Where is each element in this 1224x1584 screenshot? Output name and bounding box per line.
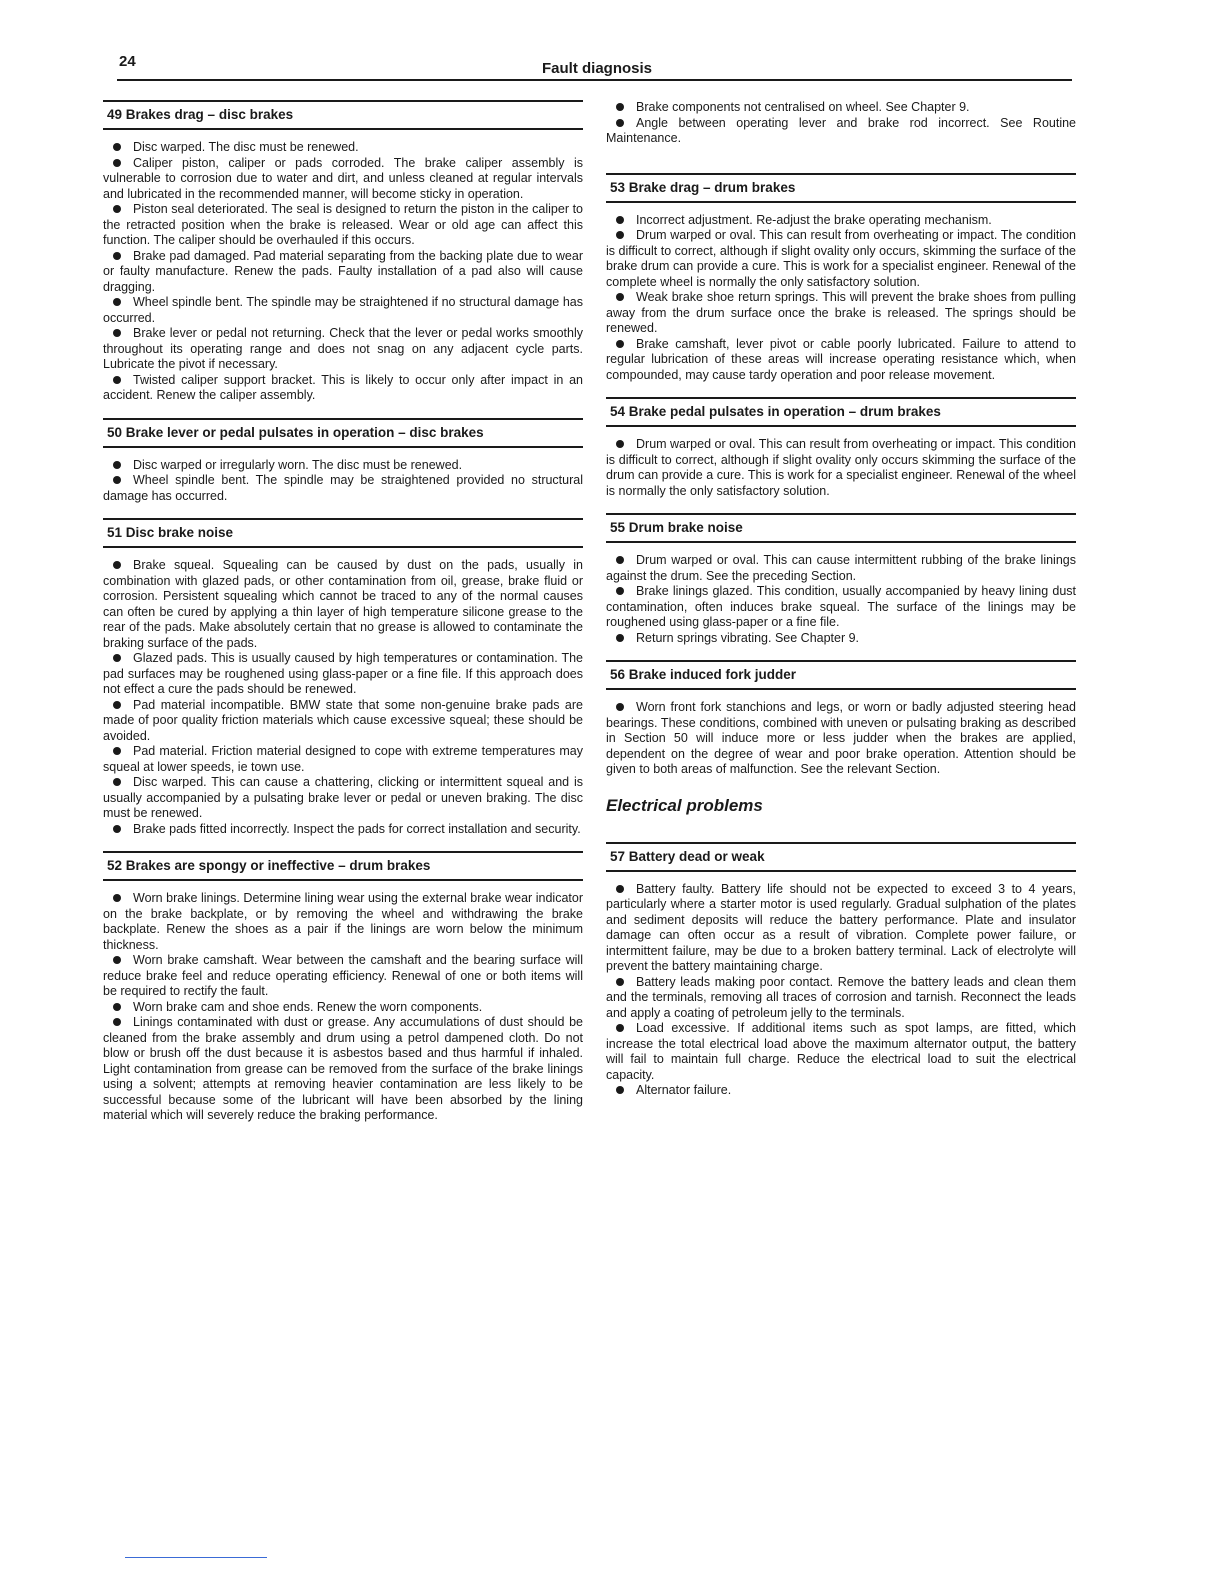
list-item: [103, 326, 583, 373]
item-text: Drum warped or oval. This can cause intermittent rubbing of the brake linings against the drum. See the preceding Section.: [606, 553, 1076, 583]
item-text: Brake pads fitted incorrectly. Inspect the pads for correct installation and security.: [133, 821, 581, 836]
list-item: [606, 631, 1076, 647]
bullet-icon: [113, 1003, 121, 1011]
header-rule: [117, 79, 1072, 81]
item-text: Caliper piston, caliper or pads corroded. The brake caliper assembly is vulnerable to corrosion due to water and dirt, and unless cleaned at regular intervals and lubricated in the recommended manner, will become sticky in operation.: [103, 155, 583, 201]
item-text: Angle between operating lever and brake rod incorrect. See Routine Maintenance.: [606, 115, 1076, 145]
item-text: Weak brake shoe return springs. This will prevent the brake shoes from pulling away from the drum surface once the brake is released. The springs should be renewed.: [606, 290, 1076, 335]
bullet-icon: [616, 293, 624, 301]
item-text: Battery faulty. Battery life should not be expected to exceed 3 to 4 years, particularly where a starter motor is used regularly. Gradual sulphation of the plates and sediment deposits will reduce the battery performance. Plate and insulator damage can often occur as a result of vibration. Complete power failure, or intermittent failure, may be due to a broken battery terminal. Lack of electrolyte will prevent the battery maintaining charge.: [606, 881, 1076, 973]
fault-section: [103, 518, 583, 837]
section-heading: 57 Battery dead or weak: [606, 842, 1076, 872]
item-text: Glazed pads. This is usually caused by high temperatures or contamination. The pad surfaces may be roughened using glass-paper or a fine file. If this approach does not effect a cure the pads should be renewed.: [103, 651, 583, 696]
bullet-icon: [616, 885, 624, 893]
bullet-icon: [616, 703, 624, 711]
section-heading: 50 Brake lever or pedal pulsates in operation – disc brakes: [103, 418, 583, 448]
item-text: Linings contaminated with dust or grease. Any accumulations of dust should be cleaned from the brake assembly and drum using a petrol dampened cloth. Do not blow or brush off the dust because it is asbestos based and thus harmful if inhaled. Light contamination from grease can be removed from the surface of the brake linings using a solvent; attempts at removing heavier contamination are less likely to be successful because some of the lubricant will have been absorbed by the lining material which will severely reduce the braking performance.: [103, 1015, 583, 1122]
item-text: Worn brake cam and shoe ends. Renew the worn components.: [133, 999, 483, 1014]
bullet-icon: [616, 978, 624, 986]
list-item: [103, 891, 583, 953]
item-text: Brake camshaft, lever pivot or cable poorly lubricated. Failure to attend to regular lubrication of these areas will increase operating resistance which, when compounded, may cause tardy operation and poor release movement.: [606, 336, 1076, 382]
section-heading: 56 Brake induced fork judder: [606, 660, 1076, 690]
list-item: [103, 558, 583, 651]
bullet-icon: [113, 747, 121, 755]
item-text: Alternator failure.: [636, 1083, 732, 1097]
list-item: [103, 1015, 583, 1124]
bullet-icon: [113, 701, 121, 709]
section-heading: 54 Brake pedal pulsates in operation – drum brakes: [606, 397, 1076, 427]
bullet-icon: [113, 778, 121, 786]
bullet-icon: [616, 1086, 624, 1094]
item-text: Pad material incompatible. BMW state that some non-genuine brake pads are made of poor quality friction materials which cause excessive squeal; these should be avoided.: [103, 697, 583, 743]
list-item: [606, 213, 1076, 229]
list-item: [606, 882, 1076, 975]
list-item: [103, 775, 583, 822]
item-text: Brake squeal. Squealing can be caused by dust on the pads, usually in combination with glazed pads, or other contamination from oil, grease, brake fluid or corrosion. Persistent squealing which cannot be traced to any of the normal causes can often be cured by applying a thin layer of high temperature silicone grease to the rear of the pads. Make absolutely certain that no grease is allowed to contaminate the braking surface of the pads.: [103, 558, 583, 650]
bullet-icon: [113, 825, 121, 833]
bullet-icon: [113, 894, 121, 902]
fault-section: [103, 100, 583, 404]
bullet-icon: [113, 298, 121, 306]
list-item: [103, 744, 583, 775]
bullet-icon: [616, 1024, 624, 1032]
bullet-icon: [113, 461, 121, 469]
bullet-icon: [616, 216, 624, 224]
list-item: [103, 202, 583, 249]
fault-section: [606, 513, 1076, 646]
list-item: [103, 651, 583, 698]
item-text: Brake components not centralised on wheel. See Chapter 9.: [636, 100, 970, 114]
item-text: Worn brake linings. Determine lining wear using the external brake wear indicator on the brake backplate, or by removing the wheel and withdrawing the brake backplate. Renew the shoes as a pair if the linings are worn below the minimum thickness.: [103, 891, 583, 952]
bullet-icon: [113, 205, 121, 213]
list-item: [103, 156, 583, 203]
bullet-icon: [616, 231, 624, 239]
list-item: [606, 975, 1076, 1022]
list-item: [103, 249, 583, 296]
section-heading: 52 Brakes are spongy or ineffective – drum brakes: [103, 851, 583, 881]
item-text: Disc warped. This can cause a chattering, clicking or intermittent squeal and is usually accompanied by a pulsating brake lever or pedal or uneven braking. The disc must be renewed.: [103, 775, 583, 820]
item-text: Twisted caliper support bracket. This is likely to occur only after impact in an accident. Renew the caliper assembly.: [103, 372, 583, 402]
item-text: Worn front fork stanchions and legs, or worn or badly adjusted steering head bearings. These conditions, combined with uneven or pulsating braking as described in Section 50 will induce more or less judder when the brakes are applied, dependent on the degree of wear and poor brake operation. Attention should be given to both areas of malfunction. See the relevant Section.: [606, 700, 1076, 776]
item-text: Pad material. Friction material designed to cope with extreme temperatures may squeal at lower speeds, ie town use.: [103, 744, 583, 774]
bullet-icon: [616, 634, 624, 642]
item-text: Return springs vibrating. See Chapter 9.: [636, 630, 860, 645]
list-item: [606, 1083, 1076, 1099]
bullet-icon: [113, 476, 121, 484]
section-heading: 53 Brake drag – drum brakes: [606, 173, 1076, 203]
item-text: Brake pad damaged. Pad material separating from the backing plate due to wear or faulty manufacture. Renew the pads. Faulty installation of a pad also will cause dragging.: [103, 248, 583, 294]
list-item: [606, 228, 1076, 290]
list-item: [606, 100, 1076, 116]
bullet-icon: [616, 440, 624, 448]
fault-section: [606, 660, 1076, 778]
bullet-icon: [113, 654, 121, 662]
list-item: [606, 553, 1076, 584]
item-text: Wheel spindle bent. The spindle may be straightened provided no structural damage has occurred.: [103, 473, 583, 503]
list-item: [606, 437, 1076, 499]
bullet-icon: [113, 1018, 121, 1026]
item-text: Disc warped. The disc must be renewed.: [133, 140, 359, 154]
footer-line: [125, 1557, 267, 1558]
list-item: [103, 373, 583, 404]
list-item: [103, 698, 583, 745]
section-heading: 55 Drum brake noise: [606, 513, 1076, 543]
continued-items: [606, 100, 1076, 147]
left-column: [103, 100, 583, 1138]
item-text: Load excessive. If additional items such as spot lamps, are fitted, which increase the total electrical load above the maximum alternator output, the battery will fail to maintain full charge. Reduce the electrical load to suit the electrical capacity.: [606, 1021, 1076, 1082]
list-item: [103, 1000, 583, 1016]
list-item: [606, 116, 1076, 147]
fault-section: [606, 173, 1076, 384]
item-text: Drum warped or oval. This can result from overheating or impact. This condition is difficult to correct, although if slight ovality only occurs skimming the surface of the drum can provide a cure. This is work for a specialist engineer. Renewal of the wheel is normally the only satisfactory solution.: [606, 437, 1077, 498]
list-item: [103, 953, 583, 1000]
bullet-icon: [113, 252, 121, 260]
bullet-icon: [113, 159, 121, 167]
bullet-icon: [616, 556, 624, 564]
item-text: Worn brake camshaft. Wear between the camshaft and the bearing surface will reduce brake feel and reduce operating efficiency. Renewal of one or both items will be required to rectify the fault.: [103, 953, 583, 998]
bullet-icon: [113, 329, 121, 337]
page-header: [117, 50, 1072, 84]
right-column: [606, 100, 1076, 1113]
fault-section: [103, 851, 583, 1124]
bullet-icon: [113, 143, 121, 151]
item-text: Brake lever or pedal not returning. Check that the lever or pedal works smoothly throughout its operating range and does not snag on any adjacent cycle parts. Lubricate the pivot if necessary.: [103, 326, 583, 371]
page-number: 24: [119, 53, 136, 70]
bullet-icon: [113, 561, 121, 569]
group-heading: Electrical problems: [606, 795, 763, 815]
list-item: [606, 290, 1076, 337]
item-text: Drum warped or oval. This can result from overheating or impact. The condition is difficult to correct, although if slight ovality only occurs, skimming the surface of the brake drum can provide a cure. This is work for a specialist engineer. Renewal of the complete wheel is normally the only satisfactory solution.: [606, 228, 1076, 289]
section-heading: 49 Brakes drag – disc brakes: [103, 100, 583, 130]
list-item: [606, 700, 1076, 778]
fault-section: [606, 397, 1076, 499]
list-item: [103, 295, 583, 326]
list-item: [103, 473, 583, 504]
bullet-icon: [616, 119, 624, 127]
running-title: Fault diagnosis: [542, 60, 653, 77]
item-text: Disc warped or irregularly worn. The disc must be renewed.: [133, 457, 463, 472]
bullet-icon: [616, 340, 624, 348]
list-item: [606, 1021, 1076, 1083]
fault-section: [606, 842, 1076, 1099]
bullet-icon: [616, 587, 624, 595]
list-item: [103, 140, 583, 156]
item-text: Battery leads making poor contact. Remove the battery leads and clean them and the terminals, removing all traces of corrosion and tarnish. Reconnect the leads and apply a coating of petroleum jelly to the terminals.: [606, 974, 1076, 1020]
list-item: [103, 458, 583, 474]
bullet-icon: [616, 103, 624, 111]
list-item: [606, 337, 1076, 384]
list-item: [103, 822, 583, 838]
list-item: [606, 584, 1076, 631]
item-text: Wheel spindle bent. The spindle may be straightened if no structural damage has occurred.: [103, 295, 583, 325]
item-text: Piston seal deteriorated. The seal is designed to return the piston in the caliper to the retracted position when the brake is released. Wear or old age can affect this function. The caliper should be overhauled if this occurs.: [103, 202, 583, 247]
fault-section: [103, 418, 583, 505]
item-text: Incorrect adjustment. Re-adjust the brake operating mechanism.: [636, 212, 992, 227]
section-heading: 51 Disc brake noise: [103, 518, 583, 548]
item-text: Brake linings glazed. This condition, usually accompanied by heavy lining dust contamination, often induces brake squeal. The surface of the linings may be roughened using glass-paper or a fine file.: [606, 584, 1076, 629]
bullet-icon: [113, 376, 121, 384]
bullet-icon: [113, 956, 121, 964]
